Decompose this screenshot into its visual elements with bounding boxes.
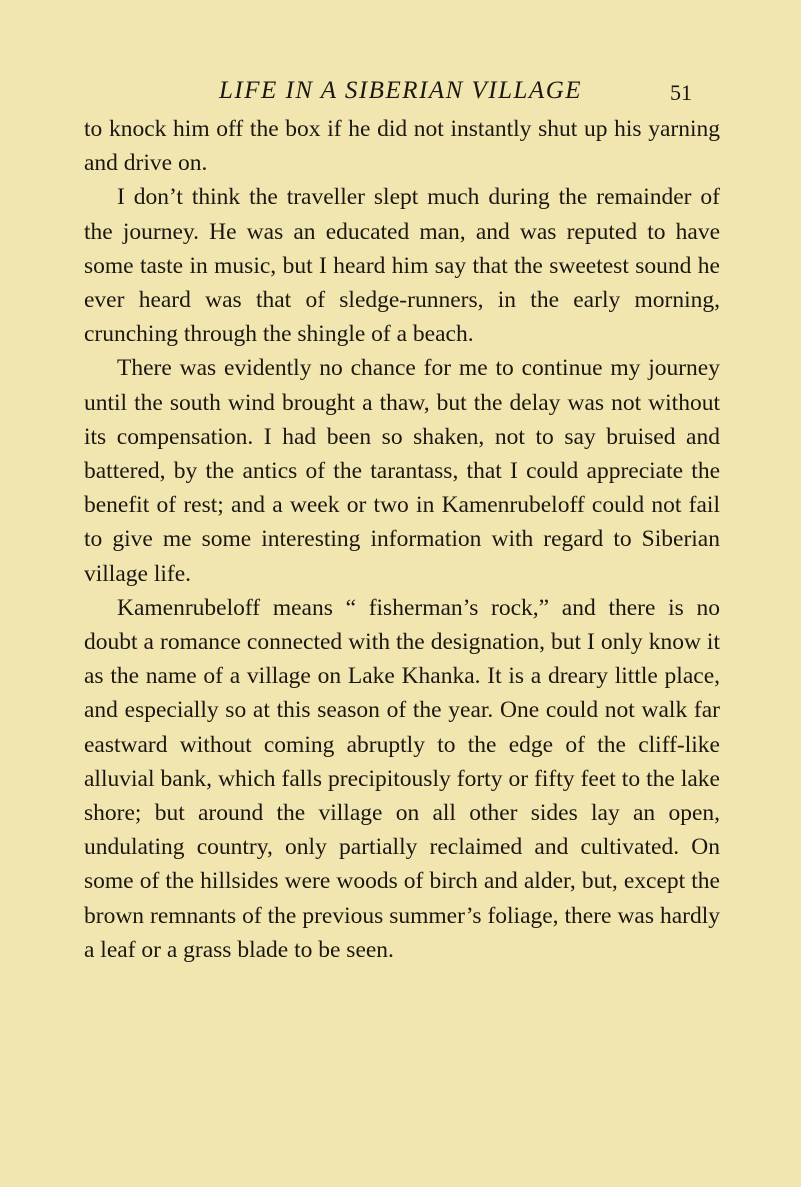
paragraph-traveller: I don’t think the traveller slept much during the remainder of the journey. He was an educated man, and was reputed to have some taste in music, but I heard him say that the sweetest sound he ever heard was that of sledge-runners, in the early morning, crunching through the shingle of a beach. xyxy=(84,184,720,348)
paragraph-continuation: to knock him off the box if he did not instantly shut up his yarning and drive on. xyxy=(84,116,720,177)
page-number: 51 xyxy=(670,80,692,105)
paragraph-thaw-delay: There was evidently no chance for me to continue my journey until the south wind brought a thaw, but the delay was not without its compensation. I had been so shaken, not to say bruised and battered, by the antics of the tarantass, that I could appreciate the benefit of rest; and a week or two in Kamenrubeloff could not fail to give me some interesting information with regard to Siberian village life. xyxy=(84,355,720,587)
body-text xyxy=(84,112,720,967)
page-header xyxy=(0,76,801,106)
running-title: LIFE IN A SIBERIAN VILLAGE xyxy=(218,77,583,104)
paragraph-kamenrubeloff: Kamenrubeloff means “ fisherman’s rock,” and there is no doubt a romance connected with the designation, but I only know it as the name of a village on Lake Khanka. It is a dreary little place, and especially so at this season of the year. One could not walk far eastward without coming abruptly to the edge of the cliff-like alluvial bank, which falls precipitously forty or fifty feet to the lake shore; but around the village on all other sides lay an open, undulating country, only partially reclaimed and cultivated. On some of the hillsides were woods of birch and alder, but, except the brown remnants of the previous summer’s foliage, there was hardly a leaf or a grass blade to be seen. xyxy=(84,594,720,963)
